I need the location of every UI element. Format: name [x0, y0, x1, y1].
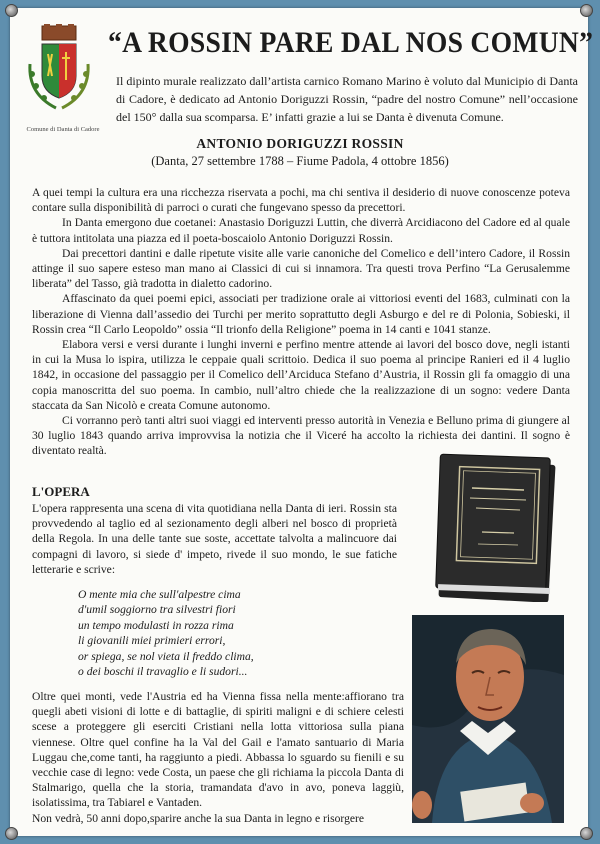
opera-heading: L'OPERA: [32, 484, 90, 499]
intro-text: Il dipinto murale realizzato dall’artista carnico Romano Marino è voluto dal Municipio di Danta di Cadore, è dedicato ad Antonio Doriguzzi Rossin, “padre del nostro Comune” nell’occasione del 150° dalla sua scomparsa. E’ infatti grazie a lui se Danta è divenuta Comune.: [116, 74, 578, 124]
screw-icon: [5, 827, 18, 840]
biography-paragraph: Dai precettori dantini e dalle ripetute visite alle varie canoniche del Comelico e dell’intero Cadore, il Rossin attinge il suo sapere esteso man mano ai Classici di cui si innamora. Tra questi trova Perfino “La Gerusalemme liberata” del Tasso, già tradotta in dialetto cadorino.: [32, 246, 570, 291]
poem-verses: [78, 587, 398, 679]
screw-icon: [5, 4, 18, 17]
closing-paragraph: Oltre quei monti, vede l'Austria ed ha Vienna fissa nella mente:affiorano tra quegli abeti visioni di lotte e di battaglie, di spiriti maligni e di schiere celesti scese a proteggere gli eserciti Cristiani nella lotta vittoriosa sulla piana viennese. Oltre quel confine ha la Val del Gail e l'amato santuario di Maria Luggau che,come tanti, ha raggiunto a piedi. Abbassa lo sguardo su fienili e su vecchie case di legno: vede Costa, un paese che gli richiama la piccola Danta di Stalmarigo, quella che la storia, tramandata d'avo in avo, poneva laggiù, isolatissima, tra Tabiarel e Vantaden.: [32, 690, 404, 810]
biography-paragraph: Ci vorranno però tanti altri suoi viaggi ed interventi presso autorità in Venezia e Belluno prima di giungere al 30 luglio 1843 quando arriva improvvisa la notizia che il Viceré ha accolto la richiesta dei dantini. Il sogno è diventato realtà.: [32, 414, 570, 458]
opera-text: L'opera rappresenta una scena di vita quotidiana nella Danta di ieri. Rossin sta provvedendo al taglio ed al sezionamento degli alberi nel bosco di proprietà della Regola. In una delle tante sue soste, accettate talvolta a malincuore dai compagni di lavoro, si siede d' impeto, rivede il suo mondo, le sue fatiche letterarie e scrive:: [32, 502, 397, 576]
screw-icon: [580, 4, 593, 17]
biography-paragraph: Affascinato da quei poemi epici, associati per tradizione orale ai vittoriosi eventi del 1683, culminati con la liberazione di Vienna dall’assedio dei Turchi per merito soprattutto degli Asburgo e del re di Polonia, Sobieski, il Rossin crea “Il Carlo Leopoldo” ossia “Il trionfo della Religione” poema in 14 canti e 1041 stanze.: [32, 292, 570, 336]
page-title: “A ROSSIN PARE DAL NOS COMUN”: [108, 26, 594, 59]
portrait-icon: [412, 615, 564, 823]
subject-name: ANTONIO DORIGUZZI ROSSIN: [196, 136, 404, 151]
biography-paragraph: In Danta emergono due coetanei: Anastasio Doriguzzi Luttin, che diverrà Arcidiacono del Cadore ed al quale è tuttora intitolata una piazza ed il poeta-boscaiolo Antonio Doriguzzi Rossin.: [32, 216, 570, 245]
closing-last-line: Non vedrà, 50 anni dopo,sparire anche la sua Danta in legno e risorgere: [32, 811, 365, 825]
book-icon: [432, 452, 556, 602]
coat-of-arms-icon: [22, 24, 96, 112]
poem-line: un tempo modulasti in rozza rima: [78, 618, 234, 632]
poem-line: o dei boschi il travaglio e li sudori...: [78, 665, 248, 679]
poem-line: O mente mia che sull'alpestre cima: [78, 588, 241, 601]
subject-dates: (Danta, 27 settembre 1788 – Fiume Padola, 4 ottobre 1856): [151, 154, 449, 168]
poem-line: d'umil soggiorno tra silvestri fiori: [78, 603, 236, 617]
poem-line: li giovanili miei primieri errori,: [78, 634, 226, 648]
crest-caption: Comune di Danta di Cadore: [26, 126, 100, 133]
closing-text: [32, 689, 404, 826]
biography-paragraph: Elabora versi e versi durante i lunghi inverni e perfino mentre attende ai lavori del bosco dove, negli istanti in cui la Musa lo ispira, utilizza le ceppaie quali scrittoio. Dedica il suo poema al principe Ranieri ed il 4 luglio 1842, in occasione del passaggio per il Comelico dell’Arciduca Stefano d’Austria, il Rossin gli fa omaggio di una copia manoscritta del suo poema. In cambio, null’altro chiede che la realizzazione di un sogno: vedere Danta staccata da San Nicolò e creata Comune autonomo.: [32, 338, 570, 412]
poem-line: or spiega, se nol vieta il freddo clima,: [78, 649, 254, 663]
screw-icon: [580, 827, 593, 840]
biography-paragraph: A quei tempi la cultura era una ricchezza riservata a pochi, ma chi sentiva il desiderio di nuove conoscenze poteva contare sulla disponibilità di parroci o curati che fungevano spesso da precettori.: [32, 186, 570, 215]
biography-text: [32, 185, 570, 459]
